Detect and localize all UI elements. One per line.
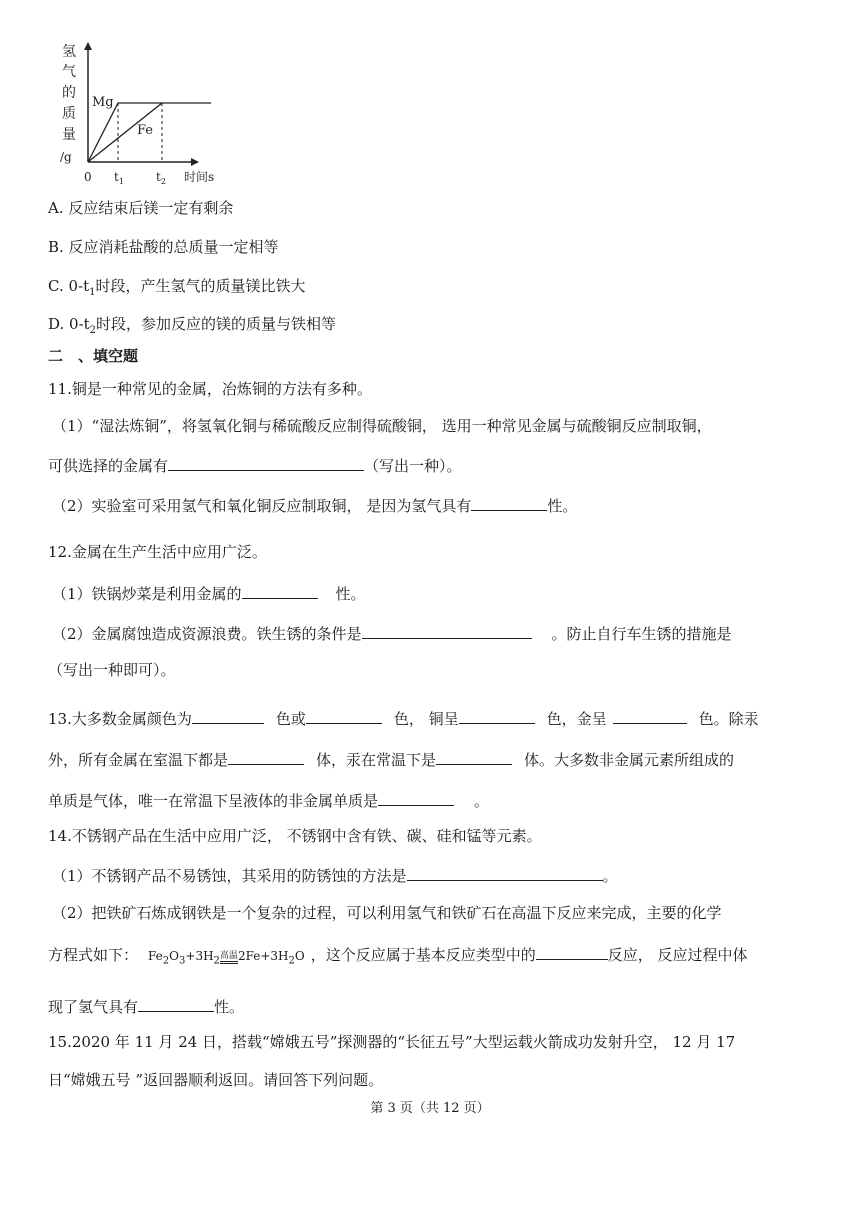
origin-label: 0 bbox=[84, 170, 92, 184]
hydrogen-mass-graph bbox=[56, 40, 226, 190]
section-title: 二 、填空题 bbox=[48, 347, 139, 365]
option-a: A. 反应结束后镁一定有剩余 bbox=[48, 199, 234, 217]
page-footer: 第 3 页（共 12 页） bbox=[370, 1101, 490, 1116]
q11-blank-2[interactable] bbox=[471, 494, 547, 511]
series-label-mg: Mg bbox=[92, 95, 114, 110]
q14-p1-post: 。 bbox=[602, 867, 618, 885]
q14-l3-b: 性。 bbox=[214, 998, 245, 1016]
option-c-sub: 1 bbox=[89, 287, 96, 298]
q13-l3-a: 单质是气体，唯一在常温下呈液体的非金属单质是 bbox=[48, 792, 379, 810]
y-axis-arrow bbox=[84, 42, 92, 50]
q14-stem: 14.不锈钢产品在生活中应用广泛， 不锈钢中含有铁、碳、硅和锰等元素。 bbox=[48, 827, 542, 845]
y-label-char-2: 气 bbox=[62, 64, 76, 80]
eq-sub-1: 2 bbox=[162, 955, 170, 967]
y-label-char-5: 量 bbox=[62, 127, 76, 143]
y-axis-label bbox=[60, 44, 76, 164]
q13-l1-e: 色。除汞 bbox=[698, 710, 759, 728]
q14-p2-line3 bbox=[48, 995, 244, 1017]
q13-blank-2[interactable] bbox=[306, 707, 382, 724]
option-d-sub: 2 bbox=[89, 325, 97, 336]
q14-blank-1[interactable] bbox=[407, 864, 603, 881]
q14-l2-b: ，这个反应属于基本反应类型中的 bbox=[310, 946, 536, 964]
tick-t2: $t_2$ bbox=[156, 170, 166, 186]
q12-p2-line2: （写出一种即可）。 bbox=[48, 661, 176, 679]
q13-l2-c: 体。大多数非金属元素所组成的 bbox=[524, 751, 735, 769]
q13-blank-5[interactable] bbox=[228, 748, 304, 765]
q14-l2-a: 方程式如下： bbox=[48, 946, 139, 964]
eq-fe: Fe bbox=[148, 949, 163, 963]
x-axis-label: 时间s bbox=[184, 170, 215, 184]
option-c-pre: C. 0-t bbox=[48, 277, 90, 295]
q14-blank-2[interactable] bbox=[536, 943, 608, 960]
eq-condition: 高温 bbox=[220, 951, 238, 964]
eq-products: 2Fe+3H bbox=[237, 949, 289, 963]
q12-p2 bbox=[52, 622, 732, 644]
y-label-char-3: 的 bbox=[62, 85, 76, 101]
y-label-char-4: 质 bbox=[62, 106, 76, 122]
option-d bbox=[48, 314, 336, 341]
q11-p1-line1: （1）“湿法炼铜”，将氢氧化铜与稀硫酸反应制得硫酸铜， 选用一种常见金属与硫酸铜反应制取铜， bbox=[52, 417, 712, 435]
q11-p2-post: 性。 bbox=[547, 497, 578, 515]
q15-line1: 15.2020 年 11 月 24 日，搭载“嫦娥五号”探测器的“长征五号”大型运载火箭成功发射升空， 12 月 17 bbox=[48, 1033, 736, 1051]
q14-p2-line1: （2）把铁矿石炼成钢铁是一个复杂的过程，可以利用氢气和铁矿石在高温下反应来完成，主要的化学 bbox=[52, 904, 722, 922]
q13-blank-7[interactable] bbox=[378, 789, 454, 806]
q11-blank-1[interactable] bbox=[168, 454, 364, 471]
q13-blank-4[interactable] bbox=[613, 707, 687, 724]
option-b: B. 反应消耗盐酸的总质量一定相等 bbox=[48, 238, 279, 256]
eq-water-o: O bbox=[294, 949, 305, 963]
q11-p1-pre: 可供选择的金属有 bbox=[48, 457, 169, 475]
q12-blank-1[interactable] bbox=[242, 582, 318, 599]
q12-p2-pre: （2）金属腐蚀造成资源浪费。铁生锈的条件是 bbox=[52, 625, 362, 643]
q11-p1-post: （写出一种）。 bbox=[364, 457, 462, 475]
q13-l2-a: 外，所有金属在室温下都是 bbox=[48, 751, 229, 769]
q14-p2-line2 bbox=[48, 943, 748, 971]
q13-line1 bbox=[48, 707, 759, 729]
option-c bbox=[48, 276, 306, 303]
q13-l2-b: 体，汞在常温下是 bbox=[316, 751, 437, 769]
eq-sub-2: 3 bbox=[179, 955, 186, 967]
tick-t1: $t_1$ bbox=[114, 170, 124, 186]
q13-line3 bbox=[48, 789, 489, 811]
q12-p1-pre: （1）铁锅炒菜是利用金属的 bbox=[52, 585, 242, 603]
q11-p1-line2 bbox=[48, 454, 462, 476]
q14-l3-a: 现了氢气具有 bbox=[48, 998, 139, 1016]
q13-l1-c: 色， 铜呈 bbox=[393, 710, 459, 728]
q14-p1 bbox=[52, 864, 618, 886]
option-c-post: 时段，产生氢气的质量镁比铁大 bbox=[95, 277, 306, 295]
option-d-pre: D. 0-t bbox=[48, 315, 90, 333]
q12-p2-post: 。防止自行车生锈的措施是 bbox=[551, 625, 732, 643]
q13-l3-b: 。 bbox=[474, 792, 490, 810]
series-label-fe: Fe bbox=[137, 123, 154, 138]
q12-stem: 12.金属在生产生活中应用广泛。 bbox=[48, 543, 267, 561]
q11-p2-pre: （2）实验室可采用氢气和氧化铜反应制取铜， 是因为氢气具有 bbox=[52, 497, 472, 515]
q14-l2-c: 反应， 反应过程中体 bbox=[607, 946, 748, 964]
chemical-equation bbox=[148, 946, 305, 971]
q13-l1-a: 13.大多数金属颜色为 bbox=[48, 710, 192, 728]
q12-blank-2[interactable] bbox=[362, 622, 532, 639]
q11-stem: 11.铜是一种常见的金属，冶炼铜的方法有多种。 bbox=[48, 380, 372, 398]
option-d-post: 时段，参加反应的镁的质量与铁相等 bbox=[96, 315, 337, 333]
eq-h2: +3H bbox=[185, 949, 214, 963]
q14-p1-pre: （1）不锈钢产品不易锈蚀，其采用的防锈蚀的方法是 bbox=[52, 867, 407, 885]
q13-blank-3[interactable] bbox=[459, 707, 535, 724]
q15-line2: 日“嫦娥五号 ”返回器顺利返回。请回答下列问题。 bbox=[48, 1071, 384, 1089]
x-axis-arrow bbox=[191, 158, 199, 166]
q13-l1-b: 色或 bbox=[275, 710, 306, 728]
q13-line2 bbox=[48, 748, 734, 770]
q13-l1-d: 色，金呈 bbox=[546, 710, 607, 728]
eq-o: O bbox=[169, 949, 180, 963]
q13-blank-1[interactable] bbox=[192, 707, 264, 724]
q13-blank-6[interactable] bbox=[436, 748, 512, 765]
q12-p1 bbox=[52, 582, 366, 604]
eq-sub-3: 2 bbox=[213, 955, 220, 967]
q11-p2 bbox=[52, 494, 577, 516]
y-label-char-1: 氢 bbox=[62, 44, 76, 60]
y-label-char-6: /g bbox=[60, 150, 72, 164]
eq-sub-4: 2 bbox=[288, 955, 295, 967]
q12-p1-post: 性。 bbox=[335, 585, 366, 603]
q14-blank-3[interactable] bbox=[138, 995, 214, 1012]
